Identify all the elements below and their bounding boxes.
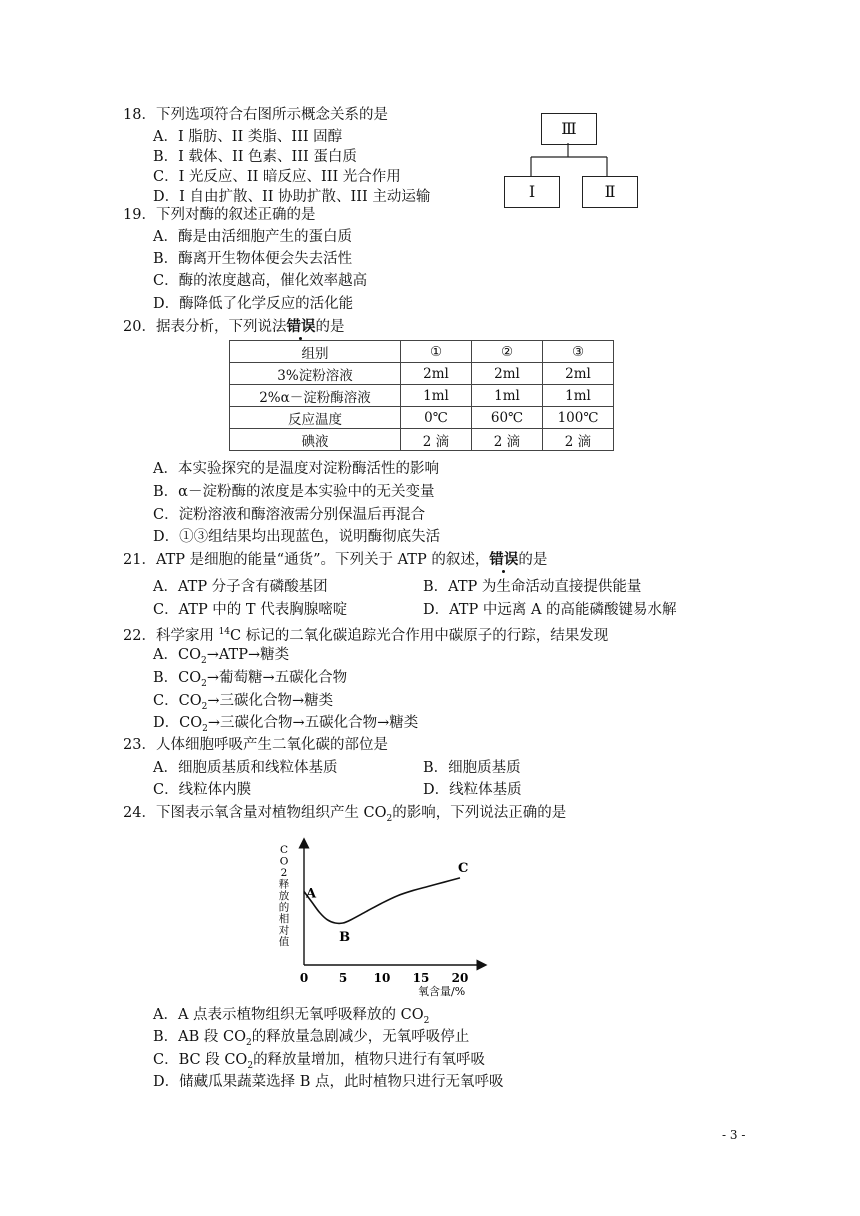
q21-option-d: D．ATP 中远离 A 的高能磷酸键易水解	[423, 602, 677, 618]
table-cell: 1ml	[472, 385, 543, 407]
y-axis-label-char: 相	[278, 913, 290, 925]
q20-option-b: B．α－淀粉酶的浓度是本实验中的无关变量	[153, 484, 435, 500]
q18-option-c: C．I 光反应、II 暗反应、III 光合作用	[153, 169, 401, 185]
experiment-table	[229, 340, 614, 451]
q22-option-a: A．$CO_2\to ATP\to$糖类	[153, 647, 290, 666]
diagram-box-iii: Ⅲ	[541, 113, 597, 145]
q19-option-a: A．酶是由活细胞产生的蛋白质	[153, 229, 352, 245]
q21-stem-end: 的是	[518, 552, 548, 568]
q24-option-c-text: C．BC 段 CO	[153, 1052, 248, 1068]
q19-option-c: C．酶的浓度越高，催化效率越高	[153, 273, 368, 289]
question-19-stem: 19．下列对酶的叙述正确的是	[123, 207, 316, 223]
question-18-stem: 18．下列选项符合右图所示概念关系的是	[123, 107, 388, 123]
question-21-stem	[123, 551, 547, 569]
table-cell: 2ml	[401, 363, 472, 385]
q18-option-b: B．I 载体、II 色素、III 蛋白质	[153, 149, 357, 165]
y-axis-label-char: C	[279, 844, 289, 856]
q22-stem-end: C 标记的二氧化碳追踪光合作用中碳原子的行踪，结果发现	[230, 627, 609, 644]
q24-option-b-end: 的释放量急剧减少，无氧呼吸停止	[251, 1029, 470, 1045]
table-row	[230, 407, 614, 429]
q24-option-c-end: 的释放量增加，植物只进行有氧呼吸	[253, 1052, 486, 1068]
q22-option-d-text: →三碳化合物→五碳化合物→糖类	[207, 715, 419, 731]
q21-stem-text: 21．ATP 是细胞的能量“通货”。下列关于 ATP 的叙述，	[123, 552, 490, 568]
table-cell: 1ml	[401, 385, 472, 407]
y-axis-label-char: O	[279, 855, 289, 868]
q22-stem-text: 22．科学家用	[123, 627, 219, 644]
y-axis-label-char: 释	[278, 878, 290, 891]
table-cell: 反应温度	[230, 407, 401, 429]
co2-subscript: 2	[386, 813, 393, 824]
q24-option-b-text: B．AB 段 CO	[153, 1029, 246, 1045]
q24-option-c	[153, 1051, 485, 1075]
co2-text: CO	[179, 715, 203, 731]
q24-option-a	[153, 1006, 429, 1030]
table-cell: 2 滴	[401, 429, 472, 451]
q23-option-a: A．细胞质基质和线粒体基质	[153, 760, 338, 776]
x-tick-label: 10	[373, 971, 391, 985]
co2-subscript: 2	[247, 1060, 254, 1071]
q20-emphasis: 错误	[286, 318, 316, 335]
table-cell: 2ml	[472, 363, 543, 385]
q19-option-b: B．酶离开生物体便会失去活性	[153, 251, 353, 267]
co2-subscript: 2	[423, 1015, 430, 1026]
page-number: - 3 -	[722, 1128, 746, 1142]
q24-option-b	[153, 1028, 469, 1052]
point-label-b: B	[339, 930, 351, 945]
q23-option-d: D．线粒体基质	[423, 782, 522, 798]
table-row	[230, 363, 614, 385]
table-cell: 60℃	[472, 407, 543, 429]
q20-option-c: C．淀粉溶液和酶溶液需分别保温后再混合	[153, 507, 426, 523]
point-label-c: C	[458, 860, 469, 876]
q22-option-a-text: →ATP→糖类	[206, 647, 290, 663]
y-axis-label-char: 2	[280, 867, 288, 879]
x-tick-label: 5	[338, 971, 348, 985]
oxygen-co2-chart	[270, 835, 510, 1005]
q21-option-c: C．ATP 中的 T 代表胸腺嘧啶	[153, 602, 348, 618]
q22-option-d: D．$CO_2\to$三碳化合物→五碳化合物→糖类	[153, 715, 419, 734]
table-cell: 0℃	[401, 407, 472, 429]
q18-option-d: D．I 自由扩散、II 协助扩散、III 主动运输	[153, 189, 431, 205]
x-axis-label: 氧含量/%	[418, 985, 466, 998]
q24-stem-text: 24．下图表示氧含量对植物组织产生 CO	[123, 805, 387, 821]
co2-subscript: 2	[201, 701, 208, 712]
table-cell: 2 滴	[472, 429, 543, 451]
q22-option-c-text: →三碳化合物→糖类	[207, 693, 334, 709]
table-cell: 1ml	[543, 385, 614, 407]
table-cell: 2%α－淀粉酶溶液	[230, 385, 401, 407]
q18-option-a: A．I 脂肪、II 类脂、III 固醇	[153, 129, 343, 145]
table-header-row	[230, 341, 614, 363]
q22-option-b-text: →葡萄糖→五碳化合物	[206, 670, 348, 686]
q24-stem-end: 的影响，下列说法正确的是	[392, 805, 567, 821]
q23-option-c: C．线粒体内膜	[153, 782, 252, 798]
table-cell: 3%淀粉溶液	[230, 363, 401, 385]
co2-text: CO	[177, 647, 201, 663]
question-20-stem	[123, 318, 344, 336]
q20-stem-text: 20．据表分析，下列说法	[123, 319, 287, 335]
table-header-cell: 组别	[230, 341, 401, 363]
co2-subscript: 2	[201, 678, 207, 689]
x-tick-label: 15	[412, 971, 430, 985]
q21-emphasis: 错误	[489, 551, 519, 568]
q24-option-d: D．储藏瓜果蔬菜选择 B 点，此时植物只进行无氧呼吸	[153, 1074, 504, 1090]
x-tick-label: 0	[299, 971, 309, 985]
q20-stem-end: 的是	[315, 319, 345, 335]
co2-text: CO	[178, 693, 202, 709]
point-label-a: A	[306, 886, 317, 902]
point-labels	[305, 861, 468, 945]
co2-subscript: 2	[202, 723, 208, 734]
co2-release-curve	[304, 878, 460, 924]
q21-option-a: A．ATP 分子含有磷酸基团	[153, 579, 328, 595]
table-cell: 2ml	[543, 363, 614, 385]
table-header-cell: ③	[543, 341, 614, 363]
co2-text: CO	[178, 670, 202, 686]
q21-option-b: B．ATP 为生命活动直接提供能量	[423, 579, 642, 595]
q20-option-d: D．①③组结果均出现蓝色，说明酶彻底失活	[153, 529, 441, 545]
table-cell: 100℃	[543, 407, 614, 429]
question-24-stem	[123, 804, 566, 828]
q24-option-a-text: A．A 点表示植物组织无氧呼吸释放的 CO	[153, 1007, 424, 1023]
co2-subscript: 2	[200, 655, 207, 666]
q22-option-c: C．$CO_2\to$三碳化合物→糖类	[153, 693, 334, 712]
table-header-cell: ②	[472, 341, 543, 363]
x-tick-label: 20	[451, 971, 469, 985]
table-row	[230, 429, 614, 451]
q19-option-d: D．酶降低了化学反应的活化能	[153, 296, 354, 312]
q22-option-b: B．$CO_2\to$葡萄糖→五碳化合物	[153, 670, 348, 689]
y-axis-label-char: 的	[278, 901, 290, 914]
diagram-box-ii: Ⅱ	[582, 176, 638, 208]
question-22-stem	[123, 623, 608, 645]
table-cell: 2 滴	[543, 429, 614, 451]
co2-subscript: 2	[245, 1037, 252, 1048]
q20-option-a: A．本实验探究的是温度对淀粉酶活性的影响	[153, 461, 439, 477]
table-cell: 碘液	[230, 429, 401, 451]
isotope-superscript: 14	[218, 627, 231, 637]
y-axis-label	[279, 844, 290, 948]
q23-option-b: B．细胞质基质	[423, 760, 521, 776]
table-row	[230, 385, 614, 407]
y-axis-label-char: 放	[278, 890, 290, 902]
table-header-cell: ①	[401, 341, 472, 363]
x-tick-labels	[300, 971, 469, 985]
question-23-stem: 23．人体细胞呼吸产生二氧化碳的部位是	[123, 737, 388, 753]
y-axis-label-char: 对	[278, 924, 290, 937]
y-axis-label-char: 值	[278, 936, 290, 948]
diagram-box-i: Ⅰ	[504, 176, 560, 208]
